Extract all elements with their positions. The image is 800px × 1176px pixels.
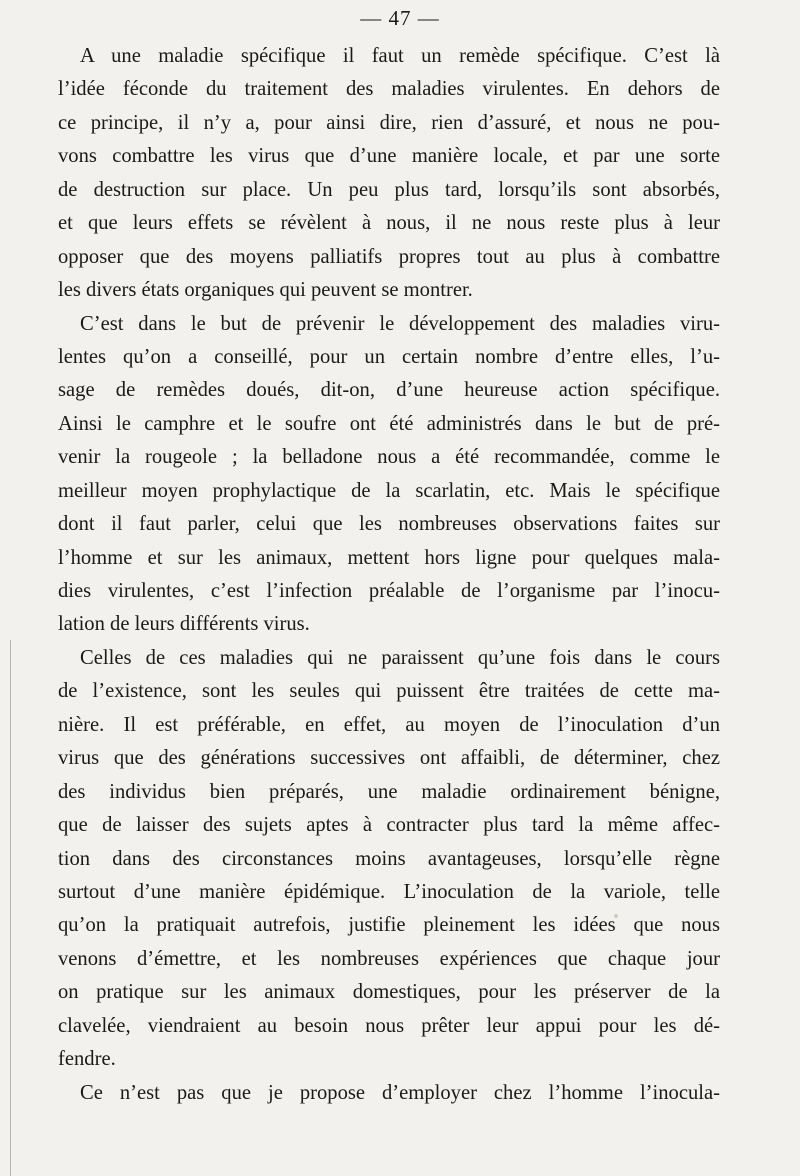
text-line: les divers états organiques qui peuvent se montrer.	[58, 279, 473, 302]
text-line: on pratique sur les animaux domestiques, pour les préserver de la	[58, 981, 720, 1004]
text-line: venir la rougeole ; la belladone nous a été recommandée, comme le	[58, 446, 720, 469]
text-line: de l’existence, sont les seules qui puissent être traitées de cette ma-	[58, 680, 720, 703]
text-line: lentes qu’on a conseillé, pour un certain nombre d’entre elles, l’u-	[58, 345, 720, 368]
text-line: virus que des générations successives ont affaibli, de déterminer, chez	[58, 747, 720, 770]
page-number: — 47 —	[360, 6, 440, 30]
text-line: venons d’émettre, et les nombreuses expériences que chaque jour	[58, 947, 720, 970]
body-text	[58, 40, 720, 1110]
text-line: Celles de ces maladies qui ne paraissent qu’une fois dans le cours	[80, 646, 720, 669]
text-line: lation de leurs différents virus.	[58, 613, 310, 636]
text-line: l’homme et sur les animaux, mettent hors ligne pour quelques mala-	[58, 546, 720, 569]
text-line: des individus bien préparés, une maladie ordinairement bénigne,	[58, 780, 720, 803]
text-line: l’idée féconde du traitement des maladies virulentes. En dehors de	[58, 78, 720, 101]
text-line: Ainsi le camphre et le soufre ont été administrés dans le but de pré-	[58, 412, 720, 435]
text-line: que de laisser des sujets aptes à contracter plus tard la même affec-	[58, 814, 720, 837]
text-line: C’est dans le but de prévenir le développement des maladies viru-	[80, 312, 720, 335]
text-line: clavelée, viendraient au besoin nous prêter leur appui pour les dé-	[58, 1014, 720, 1037]
text-line: meilleur moyen prophylactique de la scarlatin, etc. Mais le spécifique	[58, 479, 720, 502]
text-line: vons combattre les virus que d’une manière locale, et par une sorte	[58, 145, 720, 168]
text-line: surtout d’une manière épidémique. L’inoculation de la variole, telle	[58, 880, 720, 903]
text-line: de destruction sur place. Un peu plus tard, lorsqu’ils sont absorbés,	[58, 178, 720, 201]
text-line: dies virulentes, c’est l’infection préalable de l’organisme par l’inocu-	[58, 580, 720, 602]
text-line: qu’on la pratiquait autrefois, justifie pleinement les idées que nous	[58, 914, 720, 937]
text-line: et que leurs effets se révèlent à nous, il ne nous reste plus à leur	[58, 212, 720, 235]
binding-edge	[10, 640, 11, 1176]
text-line: nière. Il est préférable, en effet, au moyen de l’inoculation d’un	[58, 713, 720, 736]
text-line: fendre.	[58, 1048, 116, 1071]
text-line: opposer que des moyens palliatifs propres tout au plus à combattre	[58, 245, 720, 268]
text-line: sage de remèdes doués, dit-on, d’une heureuse action spécifique.	[58, 379, 720, 402]
text-line: ce principe, il n’y a, pour ainsi dire, rien d’assuré, et nous ne pou-	[58, 111, 720, 134]
text-line: A une maladie spécifique il faut un remède spécifique. C’est là	[80, 45, 720, 67]
text-line: dont il faut parler, celui que les nombreuses observations faites sur	[58, 513, 720, 536]
text-line: tion dans des circonstances moins avantageuses, lorsqu’elle règne	[58, 847, 720, 870]
text-line: Ce n’est pas que je propose d’employer chez l’homme l’inocula-	[80, 1081, 720, 1104]
